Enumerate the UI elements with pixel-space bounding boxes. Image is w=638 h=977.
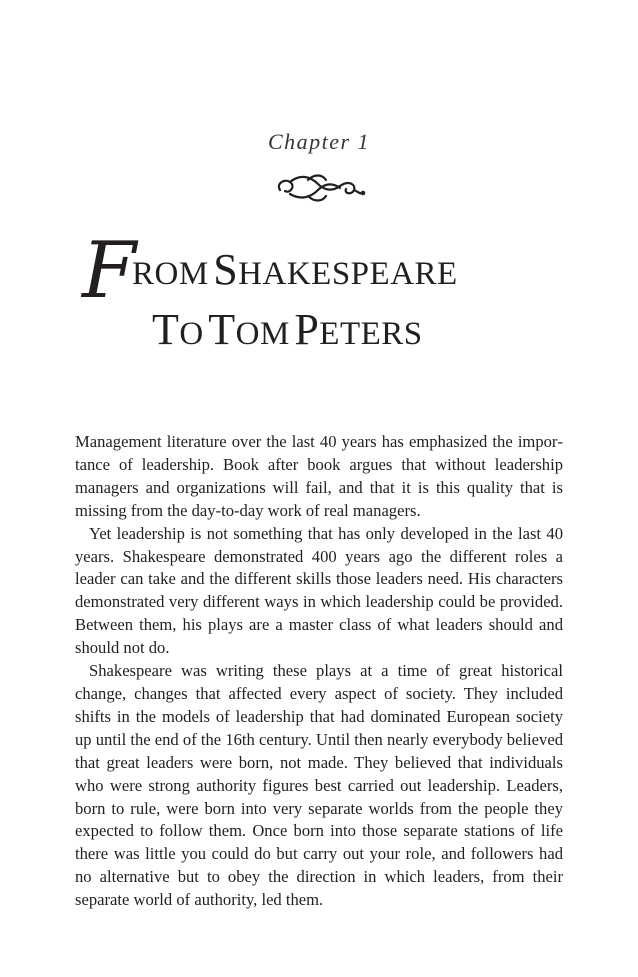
title-word-peters-initial: P: [294, 305, 320, 354]
paragraph-1: Management literature over the last 40 years has emphasized the importance of leadership. Book after book argues that without leadership managers and organizations will fail, and that it is this quality that is missing from the day-to-day work of real managers.: [75, 432, 563, 520]
flourish-ornament-icon: [270, 168, 370, 208]
chapter-label: Chapter 1: [267, 129, 371, 154]
title-word-tom-initial: T: [208, 305, 236, 354]
title-initial: F: [82, 226, 137, 316]
title-word-to-initial: T: [152, 305, 180, 354]
title-word-shakespeare-initial: S: [213, 245, 239, 294]
title-line-2: [152, 304, 423, 355]
title-word-peters-rest: ETERS: [319, 316, 423, 352]
body-text: [75, 431, 563, 912]
title-word-tom-rest: OM: [235, 316, 290, 352]
title-line-1: [132, 244, 458, 295]
paragraph-3: Shakespeare was writing these plays at a time of great historical change, changes that affected every aspect of society. They included shifts in the models of leadership that had dominated European society up until the end of the 16th century. Until then nearly everybody believed that great leaders were born, not made. They believed that individuals who were strong authority figures best carried out leadership. Leaders, born to rule, were born into very separate worlds from the people they expected to follow them. Once born into those separate stations of life there was little you could do but carry out your role, and followers had no alternative but to obey the direction in which leaders, from their separate world of authority, led them.: [75, 661, 563, 910]
chapter-title: [82, 226, 582, 362]
paragraph-2: Yet leadership is not something that has only developed in the last 40 years. Shakespeare demonstrated 400 years ago the different roles a leader can take and the different skills those leaders need. His characters demonstrated very different ways in which leadership could be provided. Between them, his plays are a master class of what leaders should and should not do.: [75, 523, 563, 658]
title-word-shakespeare-rest: HAKESPEARE: [238, 256, 458, 292]
title-word-to-rest: O: [179, 316, 204, 352]
title-word-from-rest: ROM: [132, 256, 209, 292]
